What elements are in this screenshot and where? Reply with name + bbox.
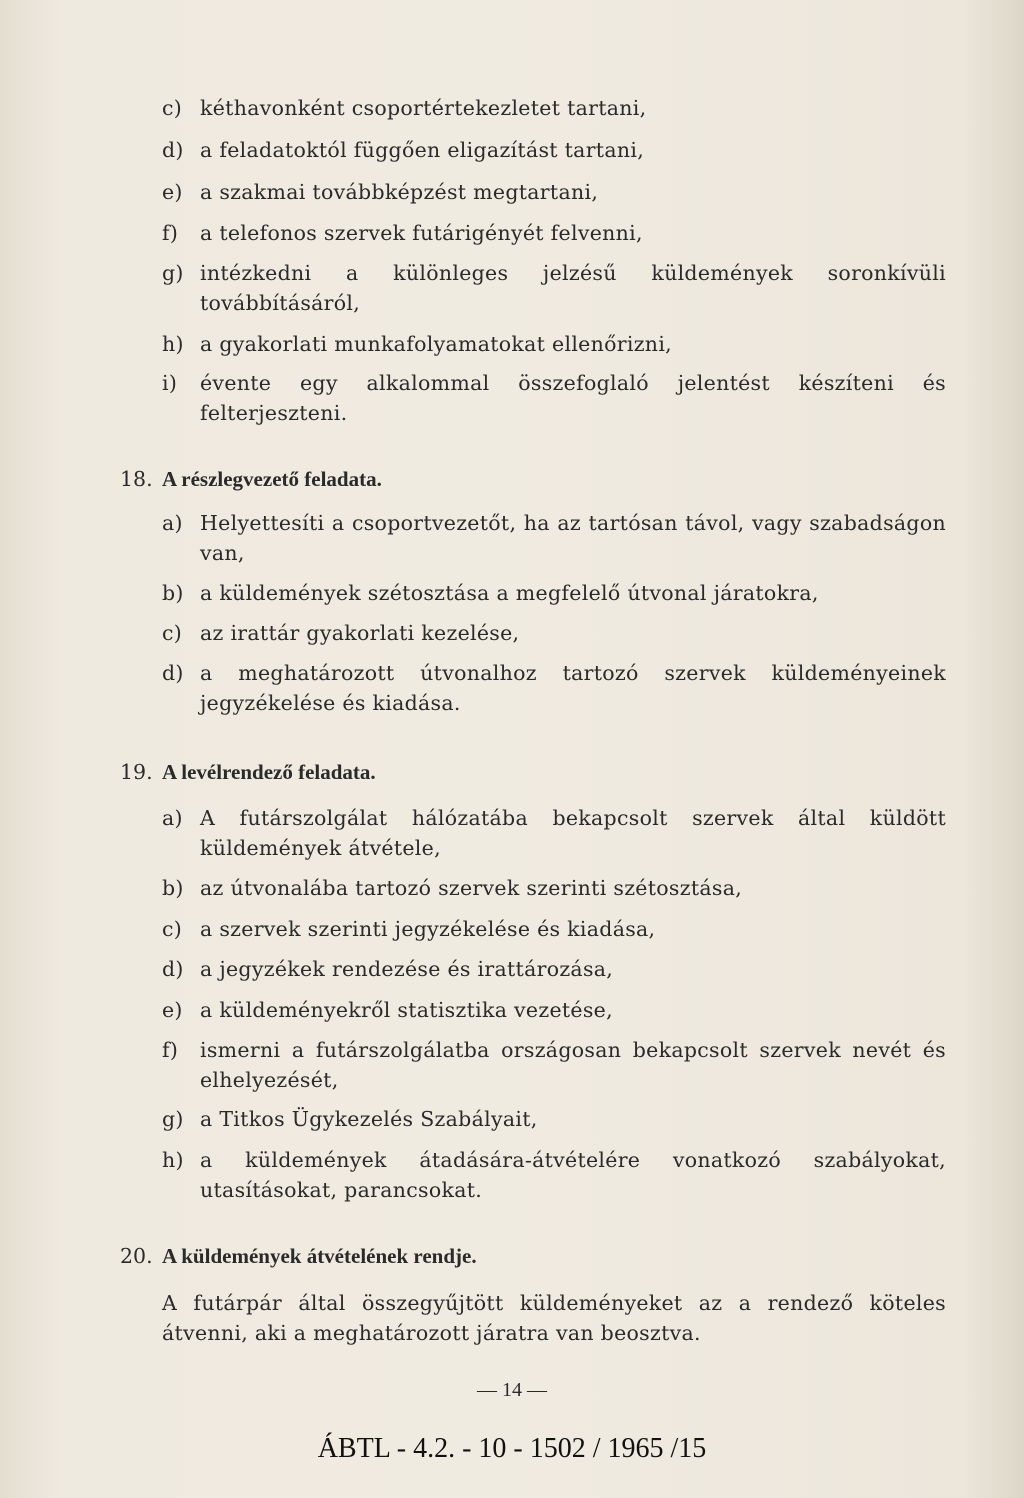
item-text: az útvonalába tartozó szervek szerinti szétosztása, [200, 876, 743, 900]
item-label: e) [162, 998, 183, 1022]
item-text: a küldeményekről statisztika vezetése, [200, 998, 613, 1022]
list-item [162, 258, 946, 318]
item-text: a szervek szerinti jegyzékelése és kiadása, [200, 917, 656, 941]
list-item [162, 135, 946, 165]
section-title: A küldemények átvételének rendje. [162, 1244, 477, 1268]
list-item [162, 873, 946, 903]
section-heading [120, 757, 920, 787]
item-text: évente egy alkalommal összefoglaló jelentést készíteni és felterjeszteni. [200, 371, 946, 425]
item-label: f) [162, 1038, 179, 1062]
item-label: f) [162, 221, 179, 245]
section-heading [120, 1241, 920, 1271]
item-label: d) [162, 138, 184, 162]
item-label: h) [162, 332, 184, 356]
list-item [162, 995, 946, 1025]
list-item [162, 368, 946, 428]
list-item [162, 914, 946, 944]
item-text: az irattár gyakorlati kezelése, [200, 621, 520, 645]
item-label: e) [162, 180, 183, 204]
section-title: A levélrendező feladata. [162, 760, 376, 784]
item-label: b) [162, 581, 184, 605]
item-label: b) [162, 876, 184, 900]
list-item [162, 329, 946, 359]
list-item [162, 218, 946, 248]
list-item [162, 1035, 946, 1095]
section-number: 19. [120, 760, 153, 784]
item-text: a szakmai továbbképzést megtartani, [200, 180, 599, 204]
item-label: d) [162, 661, 184, 685]
item-text: A futárszolgálat hálózatába bekapcsolt szervek által küldött küldemények átvétele, [200, 806, 946, 860]
item-label: h) [162, 1148, 184, 1172]
page-number: — 14 — [477, 1379, 547, 1401]
item-label: c) [162, 621, 183, 645]
archive-reference: ÁBTL - 4.2. - 10 - 1502 / 1965 /15 [317, 1433, 707, 1464]
list-item [162, 93, 946, 123]
item-label: c) [162, 96, 183, 120]
section-number: 20. [120, 1244, 153, 1268]
list-item [162, 578, 946, 608]
list-item [162, 1145, 946, 1205]
item-text: ismerni a futárszolgálatba országosan bekapcsolt szervek nevét és elhelyezését, [200, 1038, 946, 1092]
list-item [162, 618, 946, 648]
list-item [162, 954, 946, 984]
item-text: Helyettesíti a csoportvezetőt, ha az tartósan távol, vagy szabadságon van, [200, 511, 946, 565]
section-heading [120, 464, 920, 494]
list-item [162, 508, 946, 568]
item-text: a feladatoktól függően eligazítást tartani, [200, 138, 645, 162]
item-text: a jegyzékek rendezése és irattározása, [200, 957, 614, 981]
section-title: A részlegvezető feladata. [162, 467, 382, 491]
item-text: a küldemények szétosztása a megfelelő útvonal járatokra, [200, 581, 819, 605]
item-label: c) [162, 917, 183, 941]
list-item [162, 1104, 946, 1134]
item-text: a telefonos szervek futárigényét felvenni, [200, 221, 643, 245]
item-text: a küldemények átadására-átvételére vonatkozó szabályokat, utasításokat, parancsokat. [200, 1148, 946, 1202]
item-text: a Titkos Ügykezelés Szabályait, [200, 1107, 538, 1131]
section-paragraph: A futárpár által összegyűjtött küldeményeket az a rendező köteles átvenni, aki a meghatározott járatra van beosztva. [162, 1291, 946, 1345]
list-item [162, 803, 946, 863]
item-text: intézkedni a különleges jelzésű küldemények soronkívüli továbbításáról, [200, 261, 946, 315]
item-label: i) [162, 371, 178, 395]
item-text: a meghatározott útvonalhoz tartozó szervek küldeményeinek jegyzékelése és kiadása. [200, 661, 946, 715]
item-label: g) [162, 261, 184, 285]
item-label: a) [162, 511, 183, 535]
item-label: d) [162, 957, 184, 981]
item-label: a) [162, 806, 183, 830]
item-text: kéthavonként csoportértekezletet tartani, [200, 96, 647, 120]
item-label: g) [162, 1107, 184, 1131]
section-number: 18. [120, 467, 153, 491]
list-item [162, 658, 946, 718]
list-item [162, 177, 946, 207]
item-text: a gyakorlati munkafolyamatokat ellenőrizni, [200, 332, 672, 356]
